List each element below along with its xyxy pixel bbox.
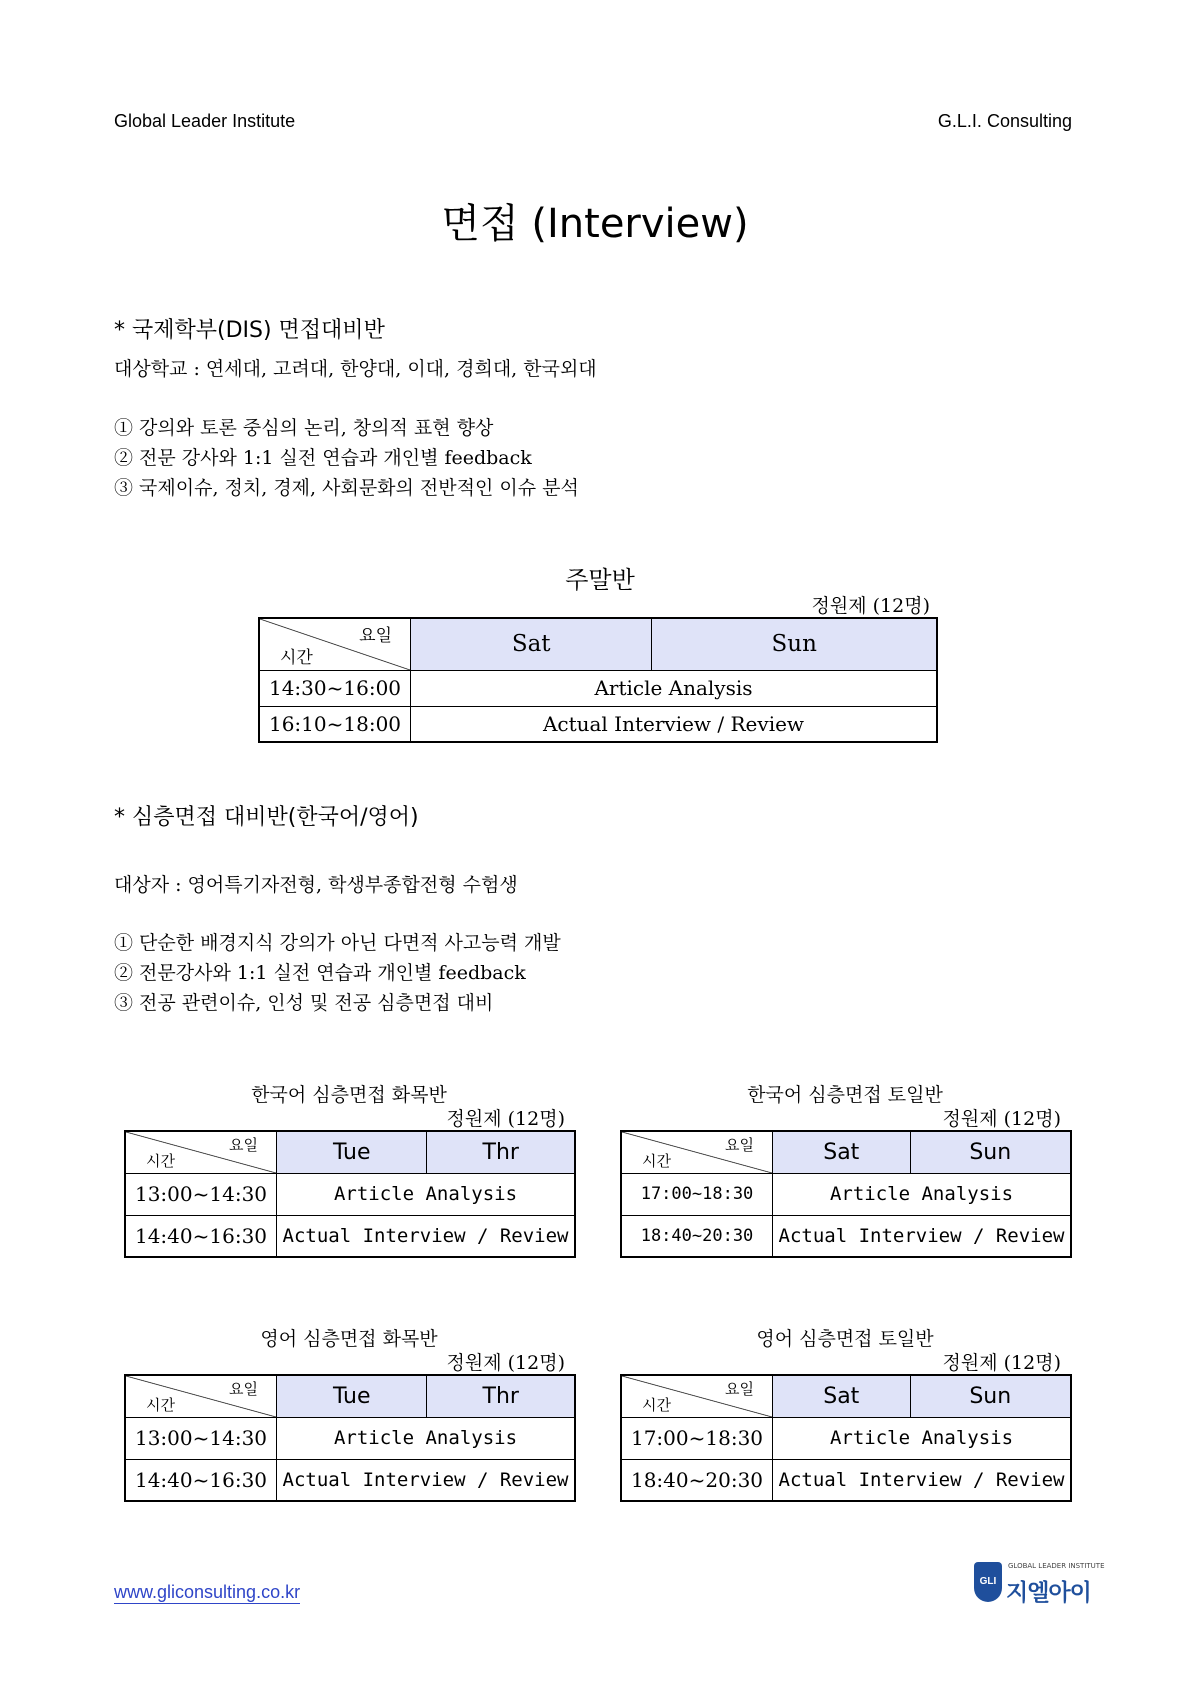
table-row <box>125 1417 575 1459</box>
time-cell: 13:00~14:30 <box>125 1173 277 1215</box>
corner-time-label: 시간 <box>146 1395 175 1414</box>
day-header: Sun <box>910 1131 1071 1173</box>
table-row <box>125 1215 575 1257</box>
weekend-quota: 정원제 (12명) <box>811 595 930 617</box>
table-row <box>621 1215 1071 1257</box>
day-header: Sun <box>652 618 937 670</box>
section2-point-3: ③ 전공 관련이슈, 인성 및 전공 심층면접 대비 <box>114 992 494 1014</box>
english-weekend-table <box>620 1374 1072 1502</box>
corner-day-label: 요일 <box>359 626 392 646</box>
logo-name: 지엘아이 <box>1006 1580 1091 1606</box>
time-cell: 13:00~14:30 <box>125 1417 277 1459</box>
shield-icon: GLI <box>974 1562 1002 1602</box>
day-header: Sat <box>773 1131 911 1173</box>
page-title: 면접 (Interview) <box>441 201 749 247</box>
section1-heading: * 국제학부(DIS) 면접대비반 <box>114 318 385 343</box>
time-cell: 17:00~18:30 <box>621 1173 773 1215</box>
table-row <box>125 1459 575 1501</box>
section1-point-1: ① 강의와 토론 중심의 논리, 창의적 표현 향상 <box>114 417 494 439</box>
section1-point-2: ② 전문 강사와 1:1 실전 연습과 개인별 feedback <box>114 447 532 469</box>
section2-target: 대상자 : 영어특기자전형, 학생부종합전형 수험생 <box>114 874 518 896</box>
table-corner-cell <box>125 1375 277 1417</box>
english-weekend-caption: 영어 심층면접 토일반 <box>756 1328 934 1350</box>
time-cell: 14:40~16:30 <box>125 1459 277 1501</box>
time-cell: 18:40~20:30 <box>621 1215 773 1257</box>
english-weekday-quota: 정원제 (12명) <box>446 1352 565 1374</box>
corner-time-label: 시간 <box>280 647 313 668</box>
content-cell: Actual Interview / Review <box>773 1459 1072 1501</box>
table-corner-cell <box>621 1131 773 1173</box>
company-logo <box>974 1562 1105 1606</box>
content-cell: Article Analysis <box>277 1417 576 1459</box>
corner-day-label: 요일 <box>725 1136 754 1154</box>
content-cell: Actual Interview / Review <box>411 706 938 742</box>
corner-time-label: 시간 <box>146 1151 175 1170</box>
content-cell: Actual Interview / Review <box>277 1215 576 1257</box>
table-corner-cell <box>259 618 411 670</box>
english-weekday-table <box>124 1374 576 1502</box>
table-corner-cell <box>125 1131 277 1173</box>
header-left: Global Leader Institute <box>114 111 296 131</box>
weekend-schedule-table <box>258 617 938 743</box>
korean-weekday-table <box>124 1130 576 1258</box>
day-header: Thr <box>427 1375 575 1417</box>
website-link[interactable]: www.gliconsulting.co.kr <box>114 1582 301 1602</box>
english-weekend-quota: 정원제 (12명) <box>942 1352 1061 1374</box>
section1-target: 대상학교 : 연세대, 고려대, 한양대, 이대, 경희대, 한국외대 <box>114 358 597 380</box>
corner-day-label: 요일 <box>229 1136 258 1154</box>
korean-weekend-caption: 한국어 심층면접 토일반 <box>747 1084 943 1106</box>
corner-day-label: 요일 <box>229 1380 258 1398</box>
content-cell: Article Analysis <box>277 1173 576 1215</box>
corner-day-label: 요일 <box>725 1380 754 1398</box>
time-cell: 18:40~20:30 <box>621 1459 773 1501</box>
table-row <box>621 1417 1071 1459</box>
korean-weekend-table <box>620 1130 1072 1258</box>
logo-tagline: GLOBAL LEADER INSTITUTE <box>1008 1562 1105 1570</box>
korean-weekday-quota: 정원제 (12명) <box>446 1108 565 1130</box>
content-cell: Article Analysis <box>411 670 938 706</box>
table-row <box>259 670 937 706</box>
day-header: Sat <box>773 1375 911 1417</box>
section2-heading: * 심층면접 대비반(한국어/영어) <box>114 805 419 830</box>
day-header: Tue <box>277 1375 427 1417</box>
time-cell: 14:40~16:30 <box>125 1215 277 1257</box>
section2-point-2: ② 전문강사와 1:1 실전 연습과 개인별 feedback <box>114 962 526 984</box>
section1-point-3: ③ 국제이슈, 정치, 경제, 사회문화의 전반적인 이슈 분석 <box>114 477 579 499</box>
content-cell: Actual Interview / Review <box>277 1459 576 1501</box>
table-row <box>125 1173 575 1215</box>
table-row <box>259 706 937 742</box>
content-cell: Actual Interview / Review <box>773 1215 1072 1257</box>
time-cell: 17:00~18:30 <box>621 1417 773 1459</box>
day-header: Sat <box>411 618 652 670</box>
day-header: Thr <box>427 1131 575 1173</box>
english-weekday-caption: 영어 심층면접 화목반 <box>260 1328 438 1350</box>
content-cell: Article Analysis <box>773 1173 1072 1215</box>
table-corner-cell <box>621 1375 773 1417</box>
time-cell: 14:30~16:00 <box>259 670 411 706</box>
weekend-caption: 주말반 <box>565 566 635 594</box>
time-cell: 16:10~18:00 <box>259 706 411 742</box>
header-right: G.L.I. Consulting <box>937 111 1072 131</box>
korean-weekend-quota: 정원제 (12명) <box>942 1108 1061 1130</box>
section2-point-1: ① 단순한 배경지식 강의가 아닌 다면적 사고능력 개발 <box>114 932 561 954</box>
day-header: Tue <box>277 1131 427 1173</box>
corner-time-label: 시간 <box>642 1395 671 1414</box>
korean-weekday-caption: 한국어 심층면접 화목반 <box>251 1084 447 1106</box>
day-header: Sun <box>910 1375 1071 1417</box>
content-cell: Article Analysis <box>773 1417 1072 1459</box>
table-row <box>621 1173 1071 1215</box>
table-row <box>621 1459 1071 1501</box>
corner-time-label: 시간 <box>642 1151 671 1170</box>
